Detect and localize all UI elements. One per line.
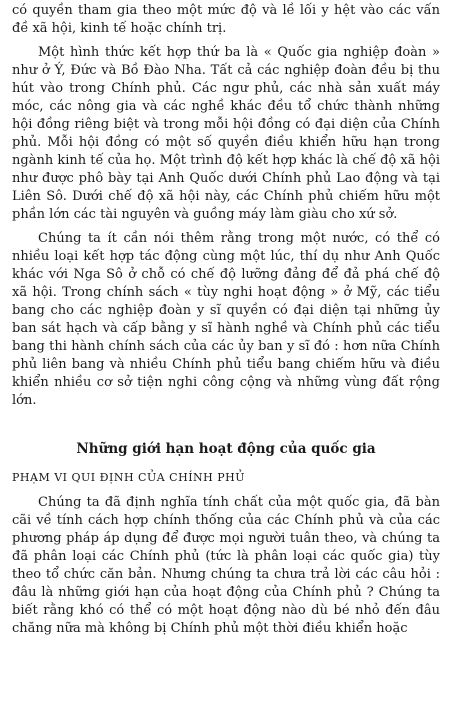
paragraph-continuation: có quyền tham gia theo một mức độ và lề lối y hệt vào các vấn đề xã hội, kinh tế hoặc chính trị. <box>12 3 440 36</box>
paragraph-mixed-systems: Chúng ta ít cần nói thêm rằng trong một nước, có thể có nhiều loại kết hợp tác động cùng một lúc, thí dụ như Anh Quốc khác với Nga Sô ở chỗ có chế độ lưỡng đảng để đả phá chế độ xã hội. Trong chính sách « tùy nghi hoạt động » ở Mỹ, các tiểu bang cho các nghiệp đoàn y sĩ quyền có đại diện tại những ủy ban sát hạch và cấp bằng y sĩ hành nghề và Chính phủ các tiểu bang thi hành chính sách của các ủy ban y sĩ đó : hơn nữa Chính phủ liên bang và nhiều Chính phủ tiểu bang chiếm hữu và điều khiển nhiều cơ sở tiện nghi công cộng và những vùng đất rộng lớn. <box>12 231 440 408</box>
paragraph-corporate-state: Một hình thức kết hợp thứ ba là « Quốc gia nghiệp đoàn » như ở Ý, Đức và Bồ Đào Nha. Tất cả các nghiệp đoàn đều bị thu hút vào trong Chính phủ. Các ngư phủ, các nhà sản xuất máy móc, các nông gia và các nghề khác đều tổ chức thành những hội đồng riêng biệt và trong mỗi hội đồng có đại diện của Chính phủ. Mỗi hội đồng có một số quyền điều khiển hữu hạn trong ngành kinh tế của họ. Một trình độ kết hợp khác là chế độ xã hội như được phô bày tại Anh Quốc dưới Chính phủ Lao động và tại Liên Sô. Dưới chế độ xã hội này, các Chính phủ chiếm hữu một phần lớn các tài nguyên và guồng máy làm giàu cho xứ sở. <box>12 45 440 222</box>
section-heading: Những giới hạn hoạt động của quốc gia <box>76 441 376 457</box>
subsection-heading: PHẠM VI QUI ĐỊNH CỦA CHÍNH PHỦ <box>12 471 246 484</box>
paragraph-government-scope: Chúng ta đã định nghĩa tính chất của một quốc gia, đã bàn cãi về tính cách hợp chính thống của các Chính phủ và của các phương pháp áp dụng để được mọi người tuân theo, và chúng ta đã phân loại các Chính phủ (tức là phân loại các quốc gia) tùy theo tổ chức căn bản. Nhưng chúng ta chưa trả lời các câu hỏi : đâu là những giới hạn của hoạt động của Chính phủ ? Chúng ta biết rằng khó có thể có một hoạt động nào dù bé nhỏ đến đâu chăng nữa mà không bị Chính phủ một thời điều khiển hoặc <box>12 495 440 636</box>
